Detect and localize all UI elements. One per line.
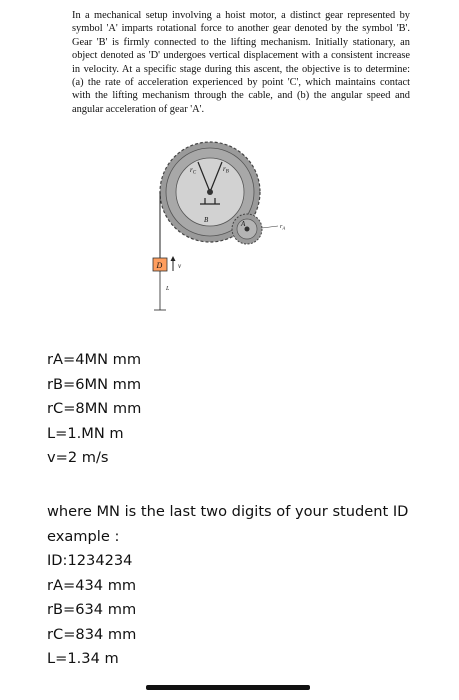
param-ra: rA=4MN mm xyxy=(47,351,142,368)
ra-leader xyxy=(262,226,278,228)
length-label: L xyxy=(166,286,170,292)
home-indicator-bar xyxy=(146,685,310,690)
student-id-note xyxy=(47,500,422,672)
param-l: L=1.MN m xyxy=(47,424,124,442)
block-d-label: D xyxy=(156,261,163,270)
example-label: example : xyxy=(47,527,120,545)
param-rc: rC=8MN mm xyxy=(47,400,142,417)
ra-label: $r_A$ xyxy=(280,224,286,231)
gear-a xyxy=(232,214,262,244)
example-rb: rB=634 mm xyxy=(47,601,137,618)
example-ra: rA=434 mm xyxy=(47,576,137,594)
example-rc: rC=834 mm xyxy=(47,625,137,643)
rb-label: $r_B$ xyxy=(223,165,229,175)
parameter-list xyxy=(47,348,141,471)
gear-b-label: B xyxy=(204,216,209,224)
velocity-label: v xyxy=(178,262,182,270)
gear-a-label: A xyxy=(241,220,246,228)
hoist-figure xyxy=(140,140,300,330)
problem-statement: In a mechanical setup involving a hoist motor, a distinct gear represented by symbol 'A' imparts rotational force to another gear denoted by the symbol 'B'. Gear 'B' is firmly connected to the lifting mechanism. Initially stationary, an object denoted as 'D' undergoes vertical displacement with a consistent increase in velocity. At a specific stage during this ascent, the objective is to determine: (a) the rate of acceleration experienced by point 'C', which maintains contact with the lifting mechanism through the cable, and (b) the angular speed and angular acceleration of gear 'A'. xyxy=(72,10,410,115)
example-l: L=1.34 m xyxy=(47,650,119,667)
param-v: v=2 m/s xyxy=(47,449,109,466)
rc-label: $r_C$ xyxy=(190,166,197,176)
gear-b-axle xyxy=(207,189,213,195)
param-rb: rB=6MN mm xyxy=(47,375,142,393)
note-line: where MN is the last two digits of your student ID xyxy=(47,503,409,520)
example-id: ID:1234234 xyxy=(47,552,133,569)
velocity-arrowhead xyxy=(171,256,176,261)
